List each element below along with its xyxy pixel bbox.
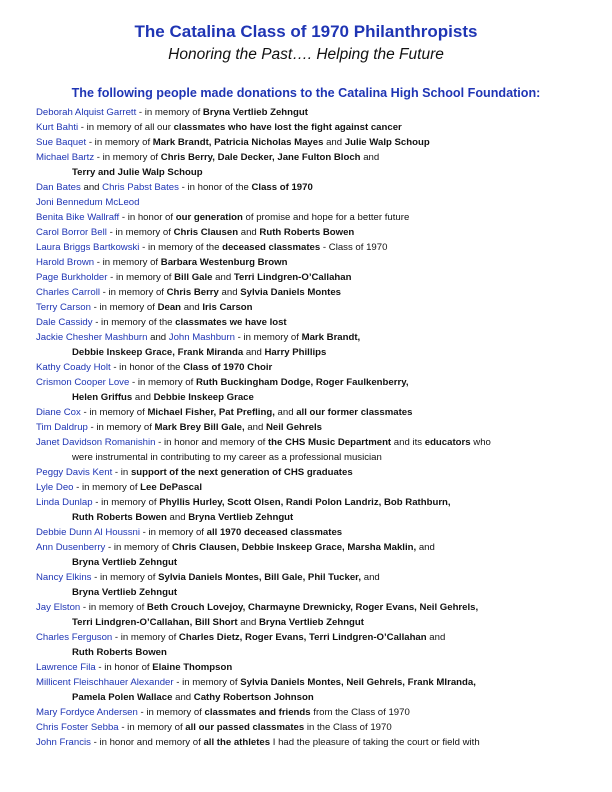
entry-line: [36, 600, 596, 615]
entry-text: - in memory of: [90, 302, 158, 313]
donor-name: Chris Pabst Bates: [102, 182, 179, 193]
honoree-text: support of the next generation of CHS graduates: [130, 467, 353, 478]
entry-text: - in memory of: [92, 497, 160, 508]
donor-name: Kurt Bahti: [36, 122, 79, 133]
donor-name: Jackie Chesher Mashburn: [36, 332, 148, 343]
list-item: [36, 465, 596, 480]
honoree-text: Julie Walp Schoup: [344, 137, 430, 148]
entry-text: - in memory of: [173, 677, 241, 688]
entry-line: [36, 720, 596, 735]
entry-line: [36, 570, 596, 585]
donor-name: Harold Brown: [36, 257, 95, 268]
entry-line: [36, 405, 596, 420]
entry-line: [36, 495, 596, 510]
donor-name: Mary Fordyce Andersen: [36, 707, 138, 718]
list-item: [36, 330, 596, 360]
honoree-text: Bryna Vertlieb Zehngut: [188, 512, 294, 523]
honoree-text: Pamela Polen Wallace: [72, 692, 173, 703]
entry-line: [36, 225, 596, 240]
list-item: [36, 630, 596, 660]
list-item: [36, 150, 596, 180]
honoree-text: Bryna Vertlieb Zehngut: [72, 587, 178, 598]
entry-text: - in memory of: [99, 287, 167, 298]
honoree-text: Sylvia Daniels Montes, Bill Gale, Phil Tucker,: [158, 572, 362, 583]
entry-continuation-line: [36, 585, 596, 600]
list-item: [36, 105, 596, 120]
donor-name: Benita Bike Wallraff: [36, 212, 120, 223]
entry-line: [36, 105, 596, 120]
entry-text: and: [212, 272, 234, 283]
donor-name: Kathy Coady Holt: [36, 362, 111, 373]
list-item: [36, 540, 596, 570]
entry-continuation-line: [36, 690, 596, 705]
honoree-text: Chris Berry: [166, 287, 219, 298]
honoree-text: our generation: [175, 212, 243, 223]
honoree-text: Lee DePascal: [140, 482, 203, 493]
entry-text: and: [238, 227, 260, 238]
entry-text: in the Class of 1970: [304, 722, 392, 733]
donor-name: Joni Bennedum McLeod: [36, 197, 140, 208]
entry-line: [36, 270, 596, 285]
entry-continuation-line: [36, 645, 596, 660]
entry-line: [36, 630, 596, 645]
donor-name: John Francis: [36, 737, 91, 748]
entry-text: were instrumental in contributing to my career as a professional musician: [72, 452, 382, 463]
donor-name: Linda Dunlap: [36, 497, 93, 508]
entry-text: - in memory of: [73, 482, 141, 493]
honoree-text: Debbie Inskeep Grace: [153, 392, 254, 403]
entry-line: [36, 465, 596, 480]
entry-text: - in memory of all our: [78, 122, 174, 133]
donor-name: Diane Cox: [36, 407, 81, 418]
honoree-text: Terri Lindgren-O’Callahan, Bill Short: [72, 617, 238, 628]
intro-heading: The following people made donations to the Catalina High School Foundation:: [71, 86, 541, 100]
donor-name: Janet Davidson Romanishin: [36, 437, 156, 448]
entry-text: - in honor and memory of: [90, 737, 204, 748]
entry-line: [36, 285, 596, 300]
honoree-text: Barbara Westenburg Brown: [160, 257, 288, 268]
donor-name: Lyle Deo: [36, 482, 74, 493]
entry-line: [36, 180, 596, 195]
entry-text: of promise and hope for a better future: [242, 212, 410, 223]
entry-line: [36, 735, 596, 750]
honoree-text: Terri Lindgren-O’Callahan: [233, 272, 352, 283]
list-item: [36, 705, 596, 720]
entry-text: and: [181, 302, 203, 313]
entry-line: [36, 480, 596, 495]
entry-text: and: [323, 137, 345, 148]
entry-line: [36, 195, 596, 210]
entry-text: - in honor of the: [178, 182, 252, 193]
honoree-text: all our passed classmates: [185, 722, 305, 733]
honoree-text: Class of 1970 Choir: [183, 362, 273, 373]
donor-list: [36, 105, 596, 750]
honoree-text: Mark Brey Bill Gale,: [154, 422, 245, 433]
honoree-text: Iris Carson: [202, 302, 253, 313]
honoree-text: classmates and friends: [204, 707, 311, 718]
page-title: The Catalina Class of 1970 Philanthropists: [134, 22, 478, 41]
list-item: [36, 195, 596, 210]
entry-line: [36, 240, 596, 255]
honoree-text: Bryna Vertlieb Zehngut: [258, 617, 364, 628]
entry-text: - in honor of: [119, 212, 176, 223]
entry-text: - in memory of: [80, 602, 147, 613]
entry-line: [36, 705, 596, 720]
entry-continuation-line: [36, 510, 596, 525]
list-item: [36, 255, 596, 270]
honoree-text: all the athletes: [203, 737, 271, 748]
honoree-text: Mark Brandt, Patricia Nicholas Mayes: [152, 137, 324, 148]
honoree-text: Harry Phillips: [264, 347, 327, 358]
entry-text: and: [80, 182, 103, 193]
donor-name: Dale Cassidy: [36, 317, 93, 328]
list-item: [36, 435, 596, 465]
entry-text: - in memory of: [105, 542, 172, 553]
entry-text: - in memory of the: [139, 242, 223, 253]
entry-text: and: [132, 392, 154, 403]
list-item: [36, 210, 596, 225]
honoree-text: Ruth Buckingham Dodge, Roger Faulkenberry,: [195, 377, 409, 388]
donor-name: Charles Carroll: [36, 287, 100, 298]
entry-line: [36, 525, 596, 540]
honoree-text: Sylvia Daniels Montes: [240, 287, 342, 298]
list-item: [36, 135, 596, 150]
donor-name: Crismon Cooper Love: [36, 377, 130, 388]
donor-name: Michael Bartz: [36, 152, 95, 163]
entry-text: and: [416, 542, 435, 553]
honoree-text: deceased classmates: [222, 242, 321, 253]
donor-name: Peggy Davis Kent: [36, 467, 113, 478]
honoree-text: Charles Dietz, Roger Evans, Terri Lindgren-O’Callahan: [178, 632, 427, 643]
entry-continuation-line: [36, 615, 596, 630]
honoree-text: Dean: [157, 302, 182, 313]
page-subtitle: Honoring the Past…. Helping the Future: [168, 46, 444, 63]
honoree-text: the CHS Music Department: [267, 437, 392, 448]
honoree-text: Phyllis Hurley, Scott Olsen, Randi Polon Landriz, Bob Rathburn,: [159, 497, 451, 508]
donor-name: Page Burkholder: [36, 272, 108, 283]
honoree-text: Debbie Inskeep Grace, Frank Miranda: [72, 347, 244, 358]
entry-text: who: [470, 437, 491, 448]
entry-text: - in honor of the: [110, 362, 184, 373]
entry-text: and: [147, 332, 169, 343]
entry-text: and: [361, 572, 380, 583]
entry-text: from the Class of 1970: [310, 707, 410, 718]
entry-text: I had the pleasure of taking the court or field with: [270, 737, 480, 748]
donor-name: Terry Carson: [36, 302, 91, 313]
entry-text: and: [274, 407, 297, 418]
donor-name: John Mashburn: [168, 332, 235, 343]
donor-name: Debbie Dunn Al Houssni: [36, 527, 140, 538]
donor-name: Dan Bates: [36, 182, 81, 193]
list-item: [36, 225, 596, 240]
honoree-text: Ruth Roberts Bowen: [72, 647, 167, 658]
list-item: [36, 735, 596, 750]
entry-line: [36, 120, 596, 135]
entry-line: [36, 315, 596, 330]
honoree-text: Neil Gehrels: [266, 422, 322, 433]
entry-continuation-line: [36, 555, 596, 570]
entry-line: [36, 300, 596, 315]
donor-name: Jay Elston: [36, 602, 81, 613]
honoree-text: Ruth Roberts Bowen: [72, 512, 167, 523]
entry-text: - in memory of: [137, 707, 205, 718]
entry-text: - in memory of: [87, 422, 155, 433]
list-item: [36, 360, 596, 375]
honoree-text: Helen Griffus: [72, 392, 133, 403]
entry-line: [36, 210, 596, 225]
honoree-text: classmates who have lost the fight against cancer: [173, 122, 402, 133]
honoree-text: Bryna Vertlieb Zehngut: [72, 557, 178, 568]
entry-text: and: [218, 287, 241, 298]
donor-name: Sue Baquet: [36, 137, 87, 148]
entry-line: [36, 150, 596, 165]
honoree-text: Terry and Julie Walp Schoup: [72, 167, 203, 178]
entry-line: [36, 540, 596, 555]
list-item: [36, 375, 596, 405]
honoree-text: all our former classmates: [296, 407, 413, 418]
honoree-text: Class of 1970: [251, 182, 313, 193]
entry-line: [36, 255, 596, 270]
list-item: [36, 495, 596, 525]
entry-text: - in memory of: [94, 152, 161, 163]
honoree-text: Sylvia Daniels Montes, Neil Gehrels, Frank MIranda,: [240, 677, 476, 688]
entry-text: - in memory of: [107, 272, 175, 283]
entry-continuation-line: [36, 450, 596, 465]
entry-text: and: [172, 692, 194, 703]
list-item: [36, 180, 596, 195]
honoree-text: Beth Crouch Lovejoy, Charmayne Drewnicky, Roger Evans, Neil Gehrels,: [146, 602, 479, 613]
entry-text: - in memory of: [91, 572, 159, 583]
entry-text: - in memory of: [140, 527, 207, 538]
entry-line: [36, 375, 596, 390]
entry-text: and: [237, 617, 259, 628]
list-item: [36, 285, 596, 300]
honoree-text: Chris Clausen, Debbie Inskeep Grace, Marsha Maklin,: [171, 542, 417, 553]
donor-name: Tim Daldrup: [36, 422, 88, 433]
list-item: [36, 570, 596, 600]
honoree-text: Cathy Robertson Johnson: [193, 692, 314, 703]
entry-text: - in memory of: [94, 257, 161, 268]
list-item: [36, 480, 596, 495]
entry-continuation-line: [36, 165, 596, 180]
entry-continuation-line: [36, 345, 596, 360]
donor-name: Laura Briggs Bartkowski: [36, 242, 140, 253]
honoree-text: classmates we have lost: [175, 317, 287, 328]
list-item: [36, 300, 596, 315]
donor-name: Carol Borror Bell: [36, 227, 107, 238]
honoree-text: all 1970 deceased classmates: [206, 527, 343, 538]
donor-name: Charles Ferguson: [36, 632, 113, 643]
list-item: [36, 660, 596, 675]
list-item: [36, 525, 596, 540]
donor-name: Nancy Elkins: [36, 572, 92, 583]
honoree-text: Mark Brandt,: [301, 332, 361, 343]
entry-text: - in memory of: [136, 107, 203, 118]
entry-text: and: [244, 422, 266, 433]
list-item: [36, 315, 596, 330]
entry-text: - in memory of the: [92, 317, 176, 328]
entry-line: [36, 135, 596, 150]
entry-text: - in memory of: [106, 227, 174, 238]
list-item: [36, 600, 596, 630]
list-item: [36, 120, 596, 135]
entry-text: - Class of 1970: [320, 242, 388, 253]
entry-text: - in memory of: [118, 722, 186, 733]
entry-text: - in memory of: [80, 407, 148, 418]
entry-line: [36, 360, 596, 375]
list-item: [36, 675, 596, 705]
entry-text: and: [243, 347, 265, 358]
entry-text: - in memory of: [112, 632, 179, 643]
honoree-text: Bryna Vertlieb Zehngut: [202, 107, 308, 118]
entry-text: - in memory of: [129, 377, 196, 388]
entry-line: [36, 435, 596, 450]
honoree-text: Michael Fisher, Pat Prefling,: [147, 407, 275, 418]
list-item: [36, 420, 596, 435]
entry-text: and: [426, 632, 446, 643]
entry-text: - in memory of: [234, 332, 302, 343]
list-item: [36, 270, 596, 285]
entry-text: and: [166, 512, 189, 523]
honoree-text: Ruth Roberts Bowen: [259, 227, 355, 238]
honoree-text: Chris Berry, Dale Decker, Jane Fulton Bloch: [160, 152, 361, 163]
list-item: [36, 405, 596, 420]
entry-text: and its: [391, 437, 425, 448]
entry-line: [36, 330, 596, 345]
honoree-text: Chris Clausen: [173, 227, 239, 238]
donor-name: Deborah Alquist Garrett: [36, 107, 137, 118]
honoree-text: Bill Gale: [174, 272, 213, 283]
entry-line: [36, 675, 596, 690]
entry-text: - in honor of: [95, 662, 153, 673]
entry-text: - in memory of: [86, 137, 153, 148]
honoree-text: Elaine Thompson: [152, 662, 233, 673]
list-item: [36, 240, 596, 255]
donor-name: Chris Foster Sebba: [36, 722, 119, 733]
entry-text: - in honor and memory of: [155, 437, 268, 448]
entry-line: [36, 660, 596, 675]
honoree-text: educators: [424, 437, 471, 448]
donor-name: Lawrence Fila: [36, 662, 96, 673]
entry-line: [36, 420, 596, 435]
list-item: [36, 720, 596, 735]
donor-name: Millicent Fleischhauer Alexander: [36, 677, 174, 688]
donor-name: Ann Dusenberry: [36, 542, 106, 553]
entry-text: and: [360, 152, 380, 163]
entry-continuation-line: [36, 390, 596, 405]
entry-text: - in: [112, 467, 131, 478]
